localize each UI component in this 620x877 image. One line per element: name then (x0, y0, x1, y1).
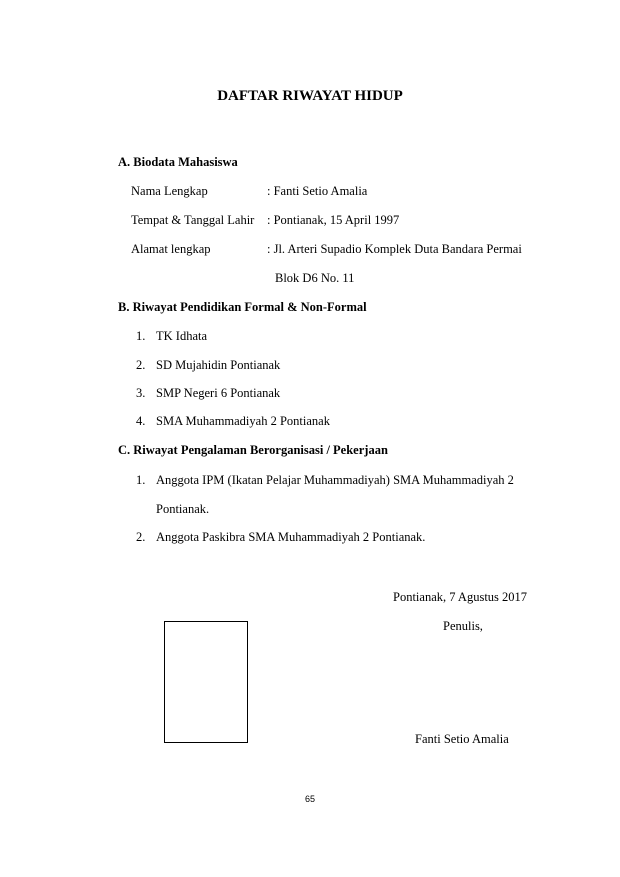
signature-name: Fanti Setio Amalia (415, 732, 509, 746)
education-item-number: 3. (136, 386, 146, 400)
education-item: SMP Negeri 6 Pontianak (156, 386, 281, 400)
biodata-label-name: Nama Lengkap (131, 184, 208, 198)
education-item: SMA Muhammadiyah 2 Pontianak (156, 414, 330, 428)
biodata-label-address: Alamat lengkap (131, 242, 211, 256)
page-number: 65 (304, 794, 315, 804)
biodata-value-address: : Jl. Arteri Supadio Komplek Duta Bandara Permai (267, 242, 522, 256)
section-a-heading: A. Biodata Mahasiswa (118, 155, 238, 169)
page-title: DAFTAR RIWAYAT HIDUP (217, 88, 403, 104)
education-item-number: 1. (136, 329, 146, 343)
signature-place-date: Pontianak, 7 Agustus 2017 (393, 590, 528, 604)
biodata-value-birth: : Pontianak, 15 April 1997 (267, 213, 400, 227)
photo-placeholder (164, 621, 248, 743)
experience-item-number: 1. (136, 473, 146, 487)
section-b-heading: B. Riwayat Pendidikan Formal & Non-Formal (118, 300, 367, 314)
education-item: SD Mujahidin Pontianak (156, 358, 281, 372)
experience-item-continuation: Pontianak. (156, 502, 210, 516)
education-item-number: 4. (136, 414, 146, 428)
biodata-label-birth: Tempat & Tanggal Lahir (131, 213, 255, 227)
signature-role: Penulis, (443, 619, 483, 633)
biodata-value-name: : Fanti Setio Amalia (267, 184, 368, 198)
experience-item: Anggota Paskibra SMA Muhammadiyah 2 Pontianak. (156, 530, 426, 544)
experience-item: Anggota IPM (Ikatan Pelajar Muhammadiyah) SMA Muhammadiyah 2 (156, 473, 514, 487)
biodata-address-continuation: Blok D6 No. 11 (275, 271, 355, 285)
education-item: TK Idhata (156, 329, 208, 343)
section-c-heading: C. Riwayat Pengalaman Berorganisasi / Pekerjaan (118, 443, 388, 457)
experience-item-number: 2. (136, 530, 146, 544)
education-item-number: 2. (136, 358, 146, 372)
